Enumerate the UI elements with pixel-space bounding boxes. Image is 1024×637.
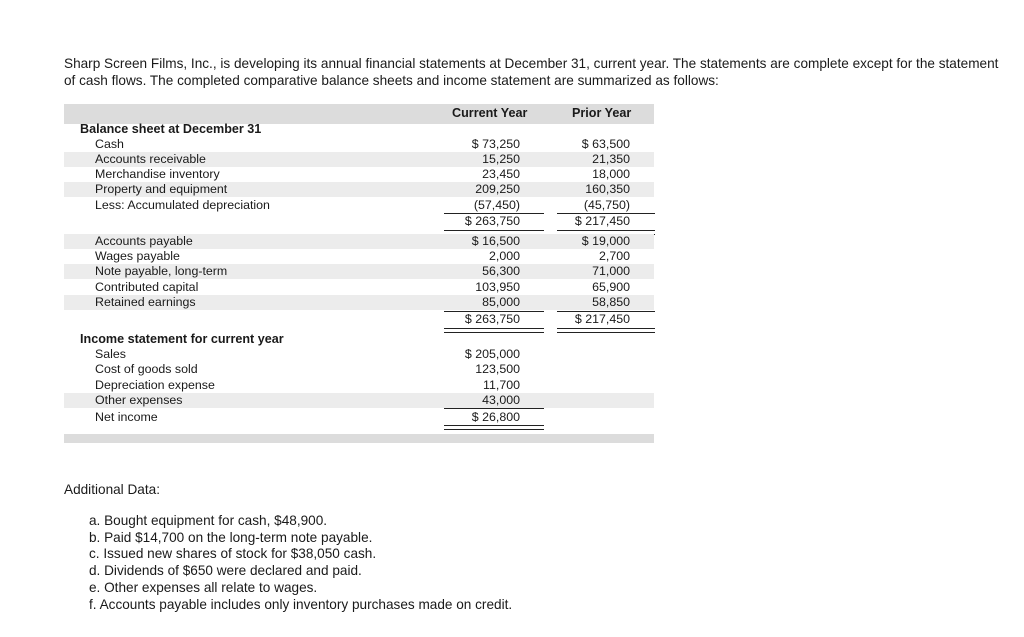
table-row — [64, 198, 654, 213]
current-value: 11,700 — [483, 378, 520, 392]
current-value: 103,950 — [475, 280, 520, 294]
current-value: 56,300 — [482, 264, 520, 278]
prior-value: (45,750) — [583, 198, 630, 212]
additional-data-list — [89, 513, 512, 613]
list-item: e. Other expenses all relate to wages. — [89, 579, 318, 595]
current-value: $ 26,800 — [471, 410, 520, 424]
additional-data-title: Additional Data: — [64, 482, 160, 497]
prior-total: $ 217,450 — [574, 312, 630, 326]
current-value: (57,450) — [473, 198, 520, 212]
list-item: c. Issued new shares of stock for $38,050 cash. — [89, 546, 377, 562]
column-header-current-year: Current Year — [452, 106, 528, 120]
table-row — [64, 378, 654, 393]
row-label: Other expenses — [95, 393, 183, 407]
total-double-underline — [444, 425, 544, 430]
current-total: $ 263,750 — [464, 214, 520, 228]
current-value: 123,500 — [475, 362, 520, 376]
prior-value: 21,350 — [592, 152, 630, 166]
current-value: $ 205,000 — [464, 347, 520, 361]
row-label: Note payable, long-term — [95, 264, 228, 278]
table-row-total-liabilities-equity — [64, 312, 654, 327]
balance-sheet-heading: Balance sheet at December 31 — [80, 122, 262, 136]
current-value: 85,000 — [482, 295, 520, 309]
row-label: Cost of goods sold — [95, 362, 198, 376]
table-row — [64, 362, 654, 377]
current-value: 23,450 — [482, 167, 520, 181]
table-row — [64, 182, 654, 197]
table-row — [64, 234, 654, 249]
row-label: Depreciation expense — [95, 378, 215, 392]
table-row — [64, 152, 654, 167]
column-header-prior-year: Prior Year — [572, 106, 632, 120]
total-double-underline — [557, 328, 655, 333]
table-header-band — [64, 104, 654, 124]
table-row — [64, 280, 654, 295]
table-row — [64, 295, 654, 310]
row-label: Accounts receivable — [95, 152, 206, 166]
prior-total: $ 217,450 — [574, 214, 630, 228]
table-row — [64, 264, 654, 279]
row-label: Contributed capital — [95, 280, 199, 294]
table-row — [64, 410, 654, 425]
list-item: a. Bought equipment for cash, $48,900. — [89, 513, 328, 528]
current-value: $ 16,500 — [471, 234, 520, 248]
current-total: $ 263,750 — [464, 312, 520, 326]
row-label: Net income — [95, 410, 158, 424]
list-item: f. Accounts payable includes only inventory purchases made on credit. — [89, 596, 513, 612]
total-double-underline — [444, 328, 544, 333]
table-footer-band — [64, 434, 654, 443]
current-value: 2,000 — [488, 249, 520, 263]
list-item: d. Dividends of $650 were declared and paid. — [89, 563, 362, 579]
prior-value: $ 63,500 — [581, 137, 630, 151]
prior-value: 58,850 — [592, 295, 630, 309]
list-item: b. Paid $14,700 on the long-term note payable. — [89, 529, 373, 545]
prior-value: 160,350 — [585, 182, 630, 196]
financial-statements-table — [64, 104, 654, 444]
prior-value: 65,900 — [592, 280, 630, 294]
current-value: 15,250 — [482, 152, 520, 166]
table-row — [64, 347, 654, 362]
table-row — [64, 167, 654, 182]
prior-value: 71,000 — [592, 264, 630, 278]
row-label: Retained earnings — [95, 295, 196, 309]
row-label: Merchandise inventory — [95, 167, 220, 181]
problem-intro: Sharp Screen Films, Inc., is developing its annual financial statements at December 31, current year. The statements are complete except for the statement of cash flows. The completed comparative balance sheets and income statement are summarized as follows: — [64, 56, 999, 88]
row-label: Wages payable — [95, 249, 180, 263]
prior-value: 18,000 — [592, 167, 630, 181]
prior-value: $ 19,000 — [581, 234, 630, 248]
subtotal-underline — [444, 408, 544, 409]
current-value: 209,250 — [475, 182, 520, 196]
table-row — [64, 393, 654, 408]
prior-value: 2,700 — [598, 249, 630, 263]
income-statement-heading: Income statement for current year — [80, 332, 284, 346]
current-value: 43,000 — [482, 393, 520, 407]
table-row — [64, 249, 654, 264]
table-row-total-assets — [64, 214, 654, 229]
current-value: $ 73,250 — [471, 137, 520, 151]
row-label: Sales — [95, 347, 126, 361]
row-label: Accounts payable — [95, 234, 193, 248]
row-label: Cash — [95, 137, 124, 151]
table-row — [64, 137, 654, 152]
row-label: Property and equipment — [95, 182, 228, 196]
row-label: Less: Accumulated depreciation — [95, 198, 270, 212]
